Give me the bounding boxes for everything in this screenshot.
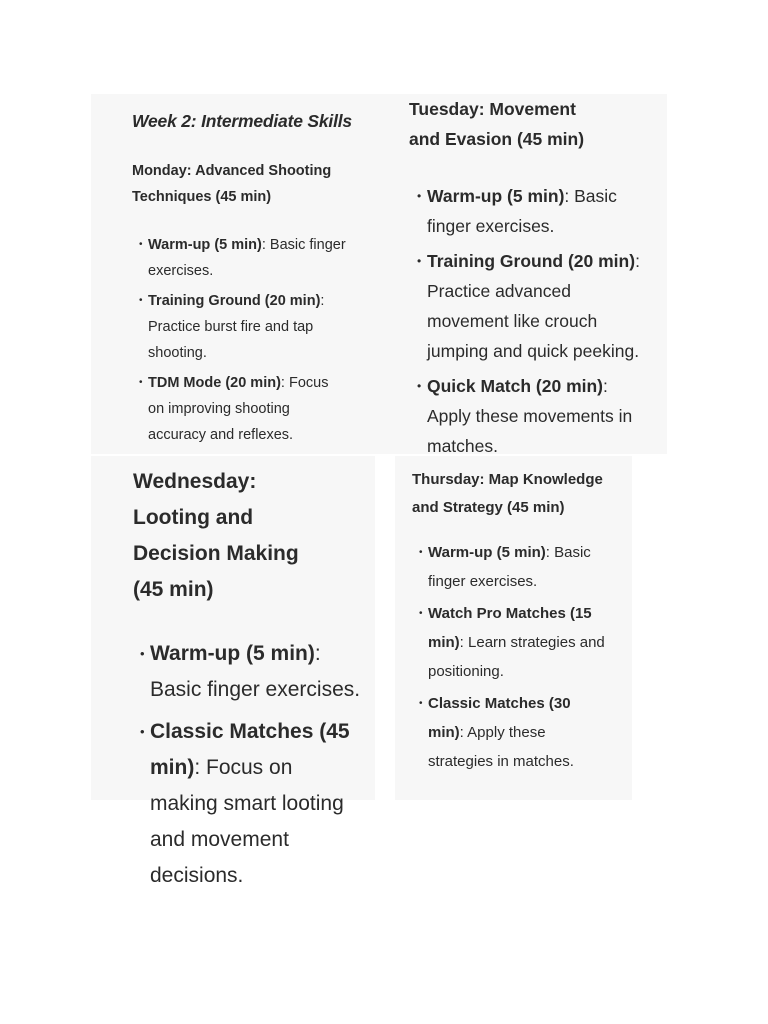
tuesday-session-list [409, 181, 667, 461]
item-text: : Apply these movements in matches. [427, 376, 633, 456]
thursday-session-list [412, 538, 632, 776]
item-text: : Focus on making smart looting and movement decisions. [150, 756, 344, 887]
item-text: : Basic finger exercises. [427, 186, 617, 236]
list-item [428, 538, 628, 596]
item-label: Classic Matches (30 min) [428, 695, 571, 741]
list-item [150, 714, 350, 894]
item-text: : Basic finger exercises. [150, 642, 361, 701]
tuesday-day-title: Tuesday: Movement and Evasion (45 min) [409, 99, 585, 149]
item-text: : Basic finger exercises. [428, 544, 591, 590]
item-text: : Apply these strategies in matches. [428, 724, 574, 770]
item-label: Training Ground (20 min) [148, 293, 321, 309]
item-label: Warm-up (5 min) [148, 237, 262, 253]
item-label: Quick Match (20 min) [427, 376, 604, 396]
item-label: Training Ground (20 min) [427, 251, 636, 271]
wednesday-panel [91, 456, 375, 887]
monday-session-list [132, 232, 391, 448]
item-text: : Practice burst fire and tap shooting. [148, 293, 325, 361]
item-text: : Learn strategies and positioning. [428, 634, 605, 680]
list-item [428, 599, 628, 686]
list-item [428, 689, 603, 776]
item-label: Classic Matches (45 min) [150, 720, 350, 779]
list-item [427, 371, 649, 461]
thursday-day-title: Thursday: Map Knowledge and Strategy (45 min) [412, 471, 603, 516]
item-text: : Practice advanced movement like crouch jumping and quick peeking. [427, 251, 640, 361]
list-item [150, 636, 365, 708]
wednesday-session-list [133, 636, 375, 894]
thursday-panel [395, 456, 632, 800]
monday-day-title: Monday: Advanced Shooting Techniques (45 min) [132, 163, 332, 205]
item-text: : Focus on improving shooting accuracy and reflexes. [148, 375, 329, 443]
item-label: Watch Pro Matches (15 min) [428, 605, 592, 651]
item-label: TDM Mode (20 min) [148, 375, 281, 391]
list-item [148, 232, 363, 284]
list-item [427, 181, 649, 241]
tuesday-panel [391, 94, 667, 454]
week-title: Week 2: Intermediate Skills [132, 111, 352, 131]
item-label: Warm-up (5 min) [427, 186, 565, 206]
item-label: Warm-up (5 min) [428, 544, 546, 561]
item-label: Warm-up (5 min) [150, 642, 315, 665]
list-item [427, 246, 649, 366]
wednesday-day-title: Wednesday: Looting and Decision Making (45 min) [133, 470, 299, 601]
list-item [148, 370, 333, 448]
item-text: : Basic finger exercises. [148, 237, 346, 279]
list-item [148, 288, 338, 366]
monday-panel [91, 94, 391, 454]
